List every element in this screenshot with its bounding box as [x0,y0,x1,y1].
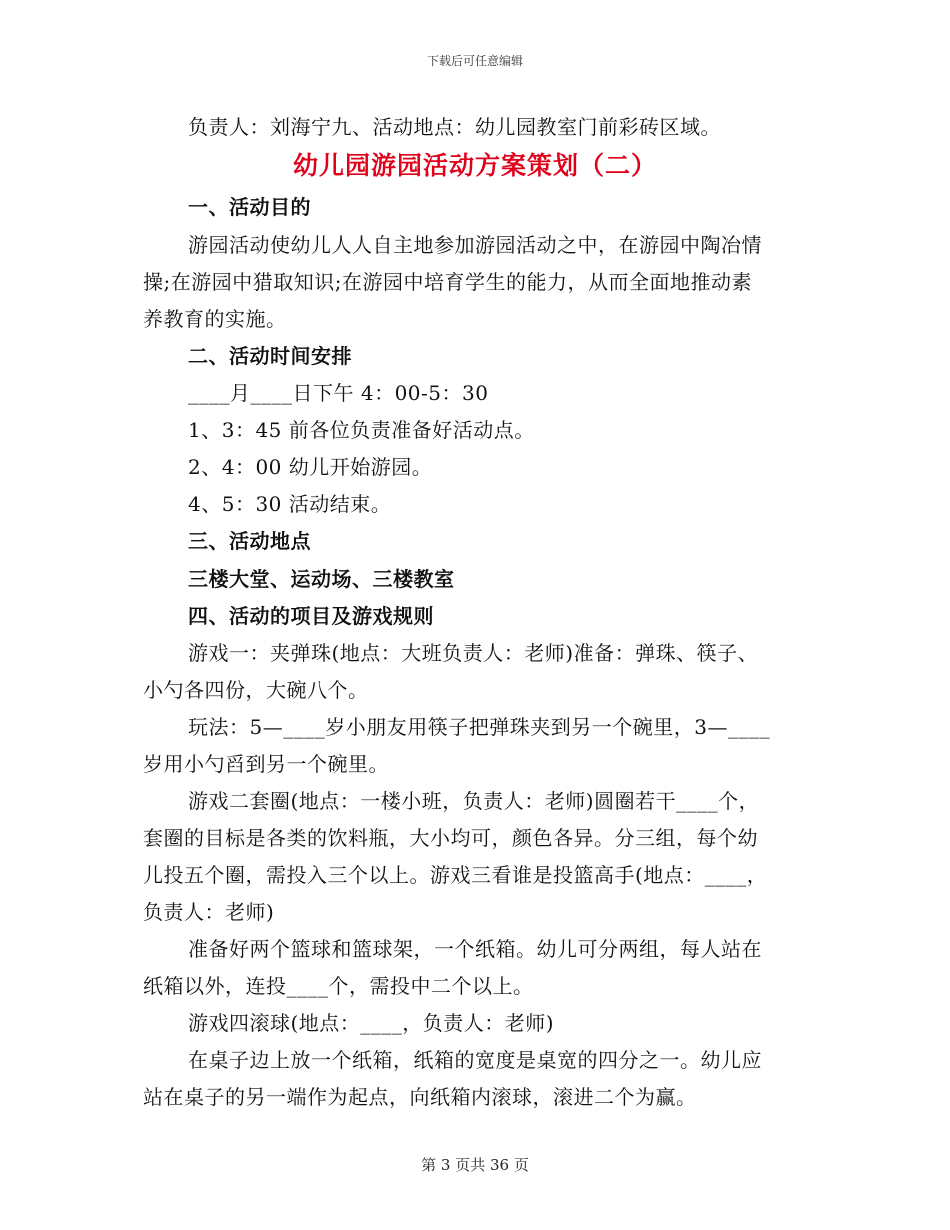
location-line: 三楼大堂、运动场、三楼教室 [188,567,455,591]
paragraph-line: 准备好两个篮球和篮球架，一个纸箱。幼儿可分两组，每人站在 [188,937,762,961]
paragraph-line: 游园活动使幼儿人人自主地参加游园活动之中，在游园中陶冶情 [188,233,762,257]
paragraph-line: 在桌子边上放一个纸箱，纸箱的宽度是桌宽的四分之一。幼儿应 [188,1048,762,1072]
paragraph-line: 纸箱以外，连投____个，需投中二个以上。 [143,974,534,998]
responsible-line: 负责人：刘海宁九、活动地点：幼儿园教室门前彩砖区域。 [188,115,721,139]
page-header: 下载后可任意编辑 [426,54,523,68]
document-title: 幼儿园游园活动方案策划（二） [292,151,657,180]
paragraph-line: 养教育的实施。 [143,307,287,331]
paragraph-line: 套圈的目标是各类的饮料瓶，大小均可，颜色各异。分三组，每个幼 [143,826,758,850]
schedule-line: 1、3：45 前各位负责准备好活动点。 [188,418,535,442]
paragraph-line: 游戏二套圈(地点：一楼小班，负责人：老师)圆圈若干____个， [188,789,760,813]
section-heading-games: 四、活动的项目及游戏规则 [188,604,434,628]
section-heading-location: 三、活动地点 [188,529,311,553]
paragraph-line: 游戏一：夹弹珠(地点：大班负责人：老师)准备：弹珠、筷子、 [188,641,759,665]
section-heading-schedule: 二、活动时间安排 [188,344,352,368]
schedule-line: 2、4：00 幼儿开始游园。 [188,455,433,479]
paragraph-line: 小勺各四份，大碗八个。 [143,678,369,702]
page-footer: 第 3 页共 36 页 [421,1156,529,1174]
section-heading-purpose: 一、活动目的 [188,195,311,219]
paragraph-line: 游戏四滚球(地点：____，负责人：老师) [188,1011,555,1035]
paragraph-line: 操;在游园中猎取知识;在游园中培育学生的能力，从而全面地推动素 [143,270,752,294]
paragraph-line: 玩法：5—____岁小朋友用筷子把弹珠夹到另一个碗里，3—____ [188,715,770,739]
schedule-line: ____月____日下午 4：00-5：30 [188,381,489,405]
paragraph-line: 儿投五个圈，需投入三个以上。游戏三看谁是投篮高手(地点：____， [143,863,768,887]
paragraph-line: 站在桌子的另一端作为起点，向纸箱内滚球，滚进二个为赢。 [143,1085,697,1109]
paragraph-line: 负责人：老师) [143,900,275,924]
paragraph-line: 岁用小勺舀到另一个碗里。 [143,752,389,776]
schedule-line: 4、5：30 活动结束。 [188,492,392,516]
